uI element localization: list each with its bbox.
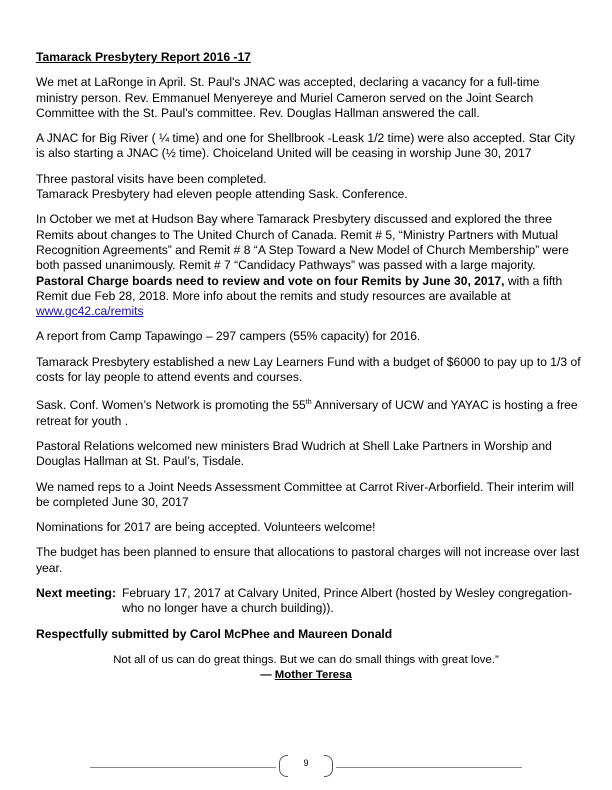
- report-title: Tamarack Presbytery Report 2016 -17: [36, 50, 251, 64]
- remits-bold-text: Pastoral Charge boards need to review and vote on four Remits by June 30, 2017,: [36, 273, 505, 288]
- paragraph-laronge: We met at LaRonge in April. St. Paul's JNAC was accepted, declaring a vacancy for a full-time ministry person. Rev. Emmanuel Menyereye and Muriel Cameron served on the Joint Search Committee with the St. Paul's committee. Rev. Douglas Hallman answered the call.: [36, 75, 540, 120]
- remits-text: In October we met at Hudson Bay where Tamarack Presbytery discussed and explored the three Remits about changes to The United Church of Canada. Remit # 5, “Ministry Partners with Mutual Recognition Agreements” and Remit # 8 “A Step Toward a New Model of Church Membership” were both passed unanimously. Remit # 7 “Candidacy Pathways” was passed with a large majority.: [36, 212, 569, 273]
- paragraph-lay-learners: Tamarack Presbytery established a new Lay Learners Fund with a budget of $6000 to pay up to 1/3 of costs for lay people to attend events and courses.: [36, 354, 581, 385]
- signoff: Respectfully submitted by Carol McPhee and Maureen Donald: [36, 626, 393, 641]
- paragraph-remits: [36, 212, 584, 319]
- ordinal-suffix: th: [305, 399, 312, 407]
- paragraph-conference: Tamarack Presbytery had eleven people attending Sask. Conference.: [36, 187, 408, 202]
- paragraph-camp: A report from Camp Tapawingo – 297 campers (55% capacity) for 2016.: [36, 329, 421, 344]
- quote-text: Not all of us can do great things. But we can do small things with great love.”: [113, 654, 499, 666]
- quote-attribution: [0, 668, 612, 683]
- next-meeting-text: February 17, 2017 at Calvary United, Prince Albert (hosted by Wesley congregation- who no longer have a church building)).: [121, 586, 573, 616]
- womens-network-text: Sask. Conf. Women’s Network is promoting the 55: [36, 398, 306, 413]
- next-meeting: [36, 586, 584, 617]
- paragraph-joint-needs: We named reps to a Joint Needs Assessment Committee at Carrot River-Arborfield. Their interim will be completed June 30, 2017: [36, 479, 574, 509]
- report-body: [36, 50, 584, 652]
- footer-bracket-right: [324, 755, 333, 777]
- remits-tail-text: with a fifth Remit due Feb 28, 2018. More info about the remits and study resources are available at: [36, 273, 563, 303]
- quote-dash: —: [260, 669, 275, 681]
- page-footer: [0, 755, 612, 781]
- footer-rule-right: [336, 767, 522, 768]
- remits-link[interactable]: www.gc42.ca/remits: [36, 304, 144, 319]
- paragraph-womens-network: [36, 395, 584, 429]
- quote-block: [0, 653, 612, 683]
- quote-author: Mother Teresa: [274, 669, 352, 681]
- paragraph-nominations: Nominations for 2017 are being accepted. Volunteers welcome!: [36, 520, 376, 535]
- paragraph-pastoral-relations: Pastoral Relations welcomed new ministers Brad Wudrich at Shell Lake Partners in Worship and Douglas Hallman at St. Paul’s, Tisdale.: [36, 438, 552, 469]
- paragraph-budget: The budget has been planned to ensure that allocations to pastoral charges will not increase over last year.: [36, 545, 580, 575]
- page-number: 9: [303, 758, 309, 768]
- next-meeting-label: Next meeting:: [36, 586, 116, 601]
- womens-network-text-2: Anniversary of UCW and YAYAC is hosting a free retreat for youth .: [36, 398, 578, 428]
- paragraph-jnac: A JNAC for Big River ( ¼ time) and one for Shellbrook -Leask 1/2 time) were also accepted. Star City is also starting a JNAC (½ time). Choiceland United will be ceasing in worship June 30, 2017: [36, 131, 576, 161]
- paragraph-pastoral-visits: Three pastoral visits have been completed.: [36, 171, 267, 186]
